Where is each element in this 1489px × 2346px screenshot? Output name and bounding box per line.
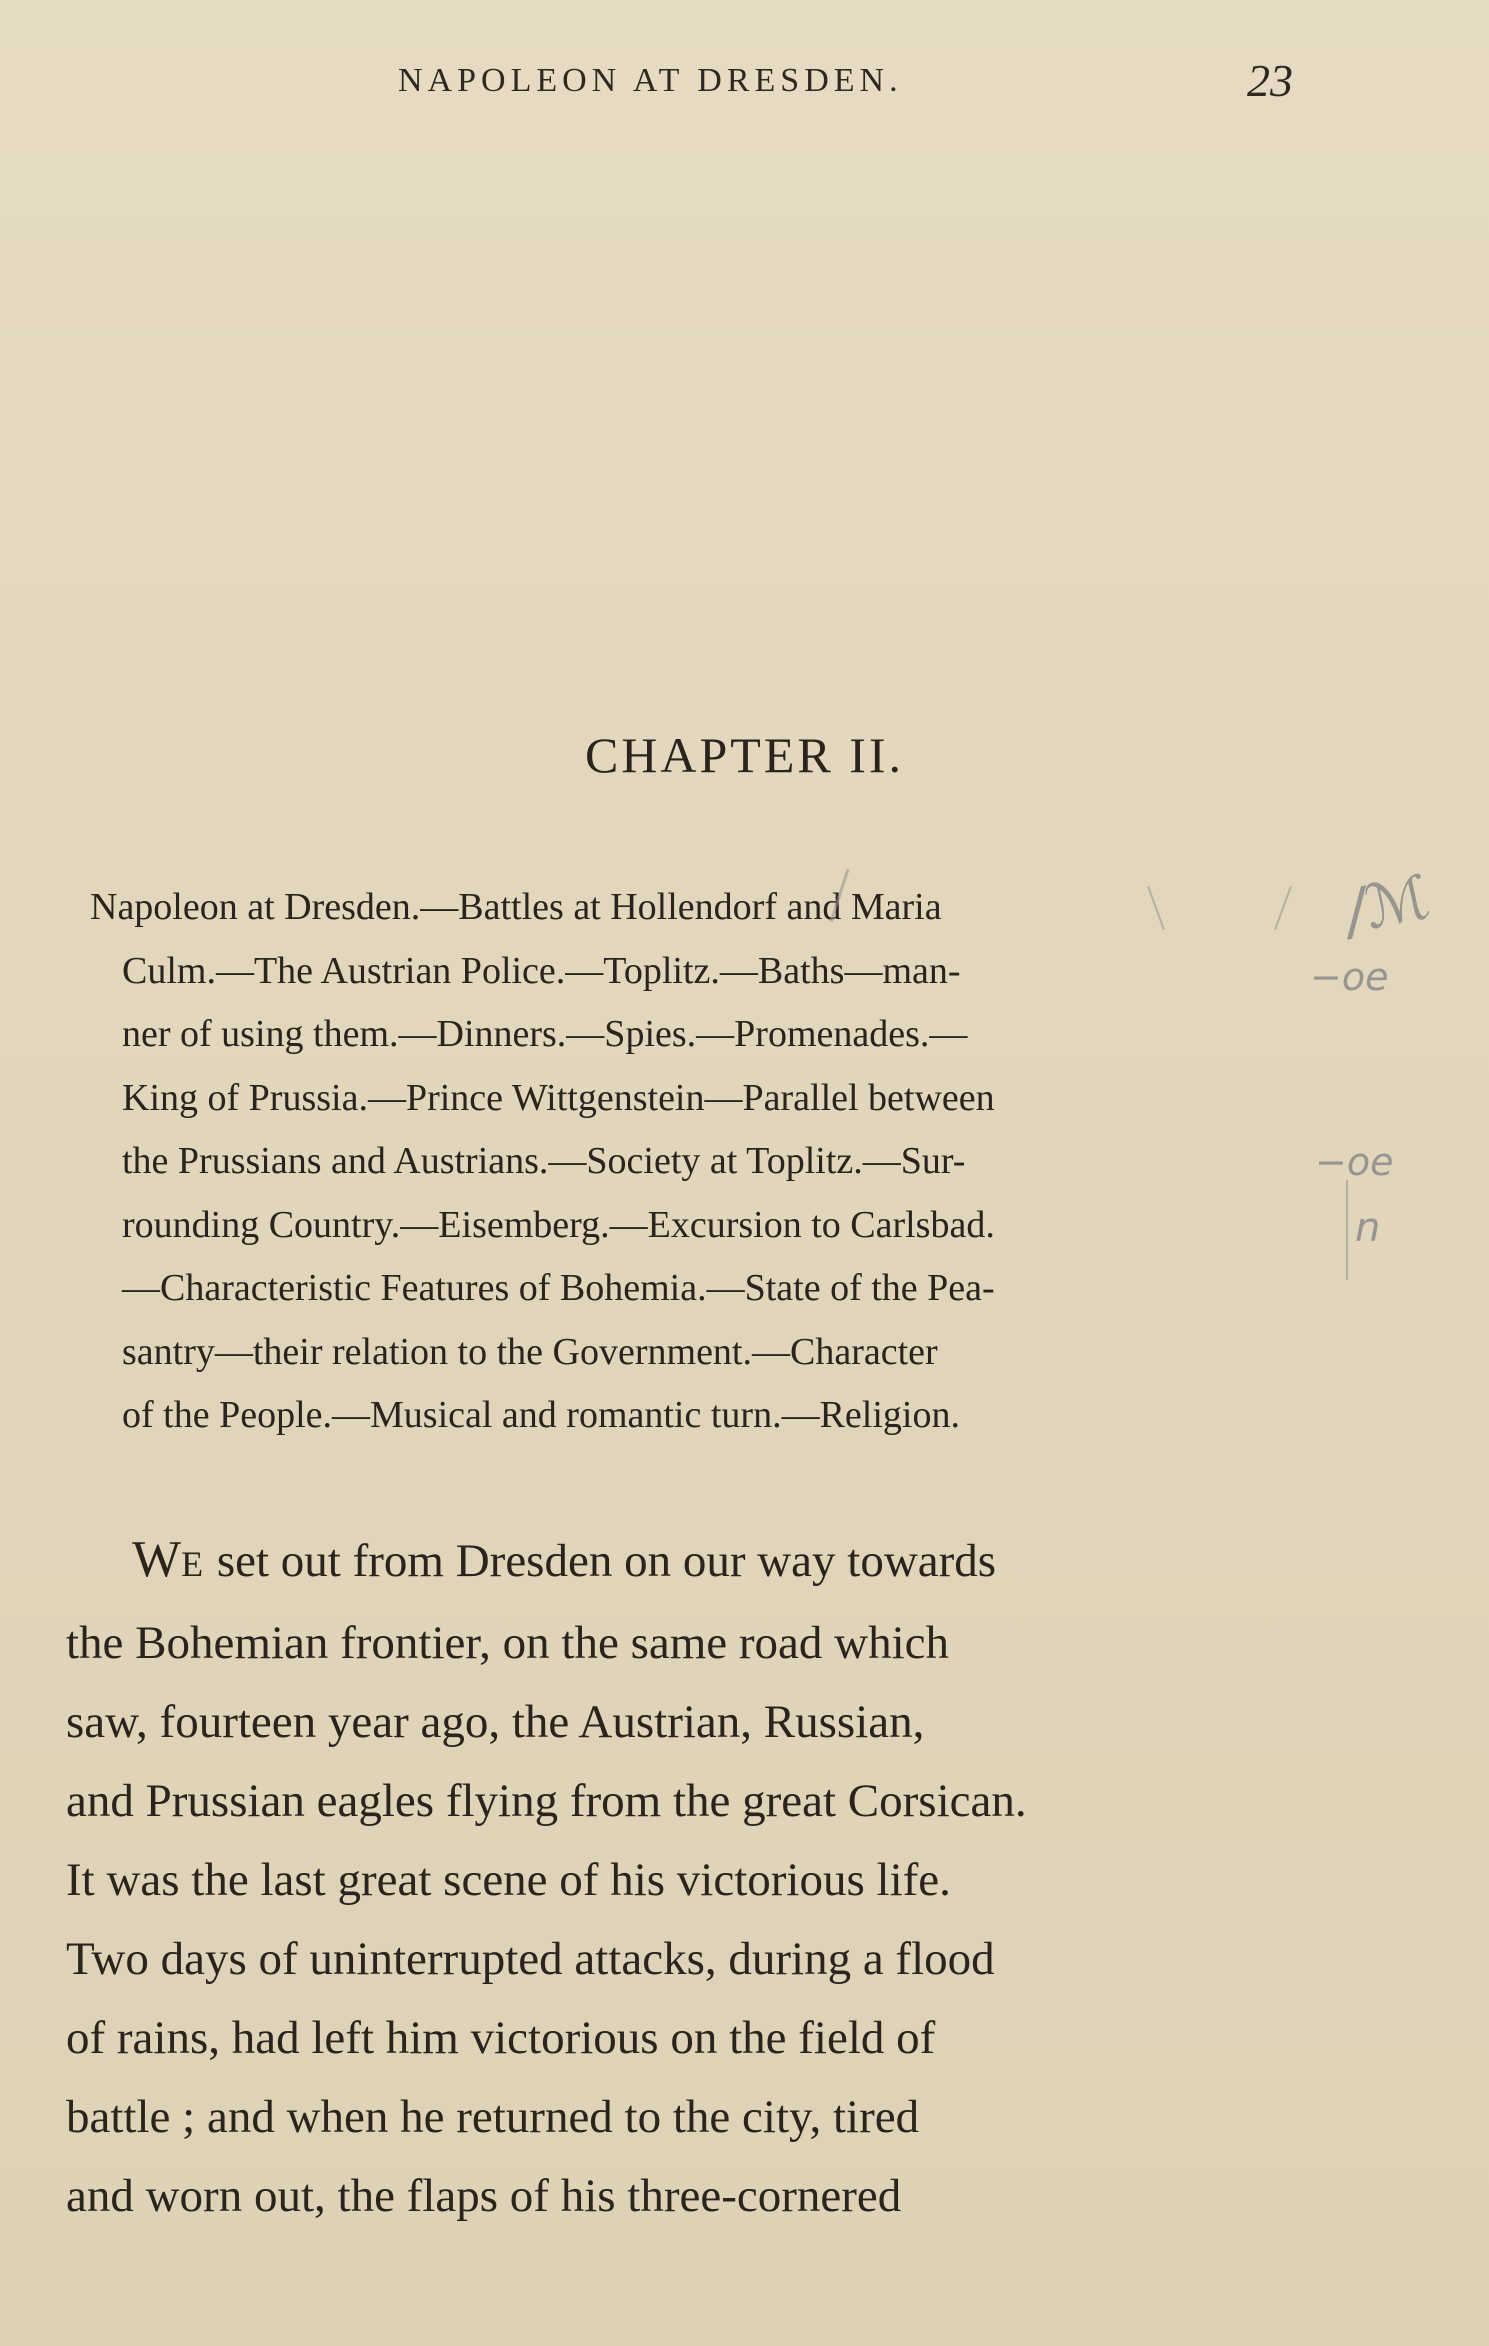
body-first-line	[66, 1520, 1281, 1604]
summary-line: santry—their relation to the Government.—Character	[122, 1330, 938, 1373]
body-line: It was the last great scene of his victorious life.	[66, 1854, 951, 1906]
body-line: battle ; and when he returned to the city, tired	[66, 2091, 920, 2143]
page-number: 23	[1247, 55, 1293, 106]
chapter-title: CHAPTER II.	[584, 727, 905, 783]
body-text	[66, 1520, 1281, 2236]
summary-line: the Prussians and Austrians.—Society at Toplitz.—Sur-	[122, 1140, 966, 1182]
summary-line: Culm.—The Austrian Police.—Toplitz.—Baths—man-	[122, 949, 961, 992]
margin-annotation: −oe	[1315, 1140, 1394, 1184]
running-head	[0, 52, 1489, 112]
margin-annotation: n	[1355, 1205, 1381, 1251]
summary-line: King of Prussia.—Prince Wittgenstein—Parallel between	[122, 1076, 995, 1119]
margin-annotation: −oe	[1310, 955, 1389, 999]
running-title: NAPOLEON AT DRESDEN.	[398, 62, 903, 99]
small-caps: E	[181, 1544, 206, 1584]
body-first-line-text: set out from Dresden on our way towards	[205, 1535, 997, 1587]
body-line: Two days of uninterrupted attacks, during a flood	[66, 1933, 995, 1985]
drop-cap: W	[132, 1531, 182, 1588]
body-line: and Prussian eagles flying from the great Corsican.	[66, 1775, 1027, 1827]
summary-line: of the People.—Musical and romantic turn.—Religion.	[122, 1394, 960, 1436]
body-line: the Bohemian frontier, on the same road which	[66, 1617, 950, 1669]
summary-line: ner of using them.—Dinners.—Spies.—Promenades.—	[122, 1013, 968, 1055]
margin-annotation: /ℳ	[1338, 861, 1436, 949]
body-line: saw, fourteen year ago, the Austrian, Russian,	[66, 1696, 925, 1748]
body-line: and worn out, the flaps of his three-cornered	[66, 2170, 902, 2222]
bleed-through-text	[130, 150, 1330, 750]
body-line: of rains, had left him victorious on the field of	[66, 2012, 936, 2064]
summary-line: rounding Country.—Eisemberg.—Excursion to Carlsbad.	[122, 1203, 995, 1246]
summary-line: —Characteristic Features of Bohemia.—State of the Pea-	[122, 1267, 995, 1309]
chapter-summary	[90, 876, 1295, 1448]
pencil-mark	[1346, 1180, 1348, 1280]
summary-line: Napoleon at Dresden.—Battles at Hollendorf and Maria	[90, 886, 942, 928]
